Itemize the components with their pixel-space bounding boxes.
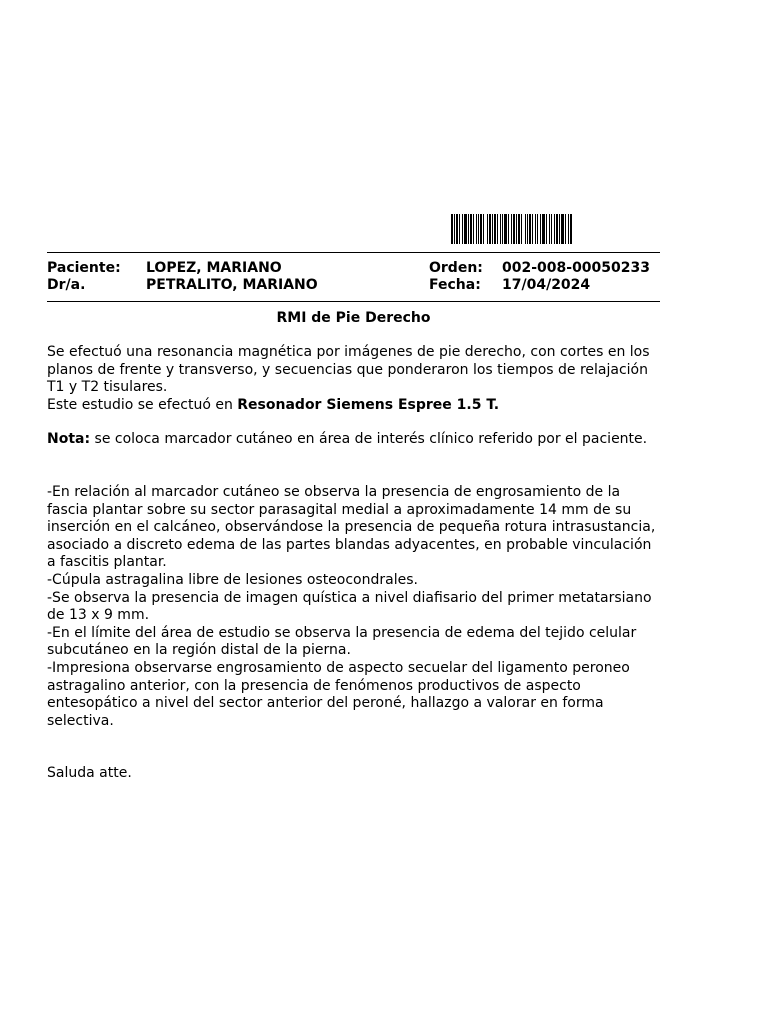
finding-item: -Se observa la presencia de imagen quística a nivel diafisario del primer metatarsiano de 13 x 9 mm. (47, 589, 652, 624)
paciente-value: LOPEZ, MARIANO (146, 260, 282, 276)
equipment-line (47, 397, 660, 415)
finding-item: -En relación al marcador cutáneo se observa la presencia de engrosamiento de la fascia plantar sobre su sector parasagital medial a aproximadamente 14 mm de su inserción en el calcáneo, observándose la presencia de pequeña rotura intrasustancia, asociado a discreto edema de las partes blandas adyacentes, en probable vinculación a fascitis plantar. (47, 483, 656, 571)
orden-label: Orden: (429, 260, 483, 276)
report-title: RMI de Pie Derecho (276, 310, 431, 326)
finding-item: -Cúpula astragalina libre de lesiones osteocondrales. (47, 571, 418, 588)
header-bottom-rule (47, 301, 660, 302)
fecha-label: Fecha: (429, 277, 481, 293)
nota-text: se coloca marcador cutáneo en área de interés clínico referido por el paciente. (90, 431, 648, 448)
report-body (47, 344, 660, 783)
finding-item: -Impresiona observarse engrosamiento de aspecto secuelar del ligamento peroneo astragalino anterior, con la presencia de fenómenos productivos de aspecto entesopático a nivel del sector anterior del peroné, hallazgo a valorar en forma selectiva. (47, 659, 630, 729)
doctor-value: PETRALITO, MARIANO (146, 277, 318, 293)
barcode (451, 214, 637, 244)
header-top-rule (47, 252, 660, 253)
doctor-label: Dr/a. (47, 277, 86, 293)
nota-line (47, 431, 660, 449)
equipment-prefix: Este estudio se efectuó en (47, 396, 238, 413)
paciente-label: Paciente: (47, 260, 121, 276)
orden-value: 002-008-00050233 (502, 260, 650, 276)
equipment-name: Resonador Siemens Espree 1.5 T. (237, 396, 500, 413)
fecha-value: 17/04/2024 (502, 277, 591, 293)
finding-item: -En el límite del área de estudio se observa la presencia de edema del tejido celular subcutáneo en la región distal de la pierna. (47, 624, 637, 659)
intro-paragraph: Se efectuó una resonancia magnética por imágenes de pie derecho, con cortes en los planos de frente y transverso, y secuencias que ponderaron los tiempos de relajación T1 y T2 tisulares. (47, 344, 650, 396)
nota-label: Nota: (47, 431, 91, 448)
closing-text: Saluda atte. (47, 765, 132, 782)
